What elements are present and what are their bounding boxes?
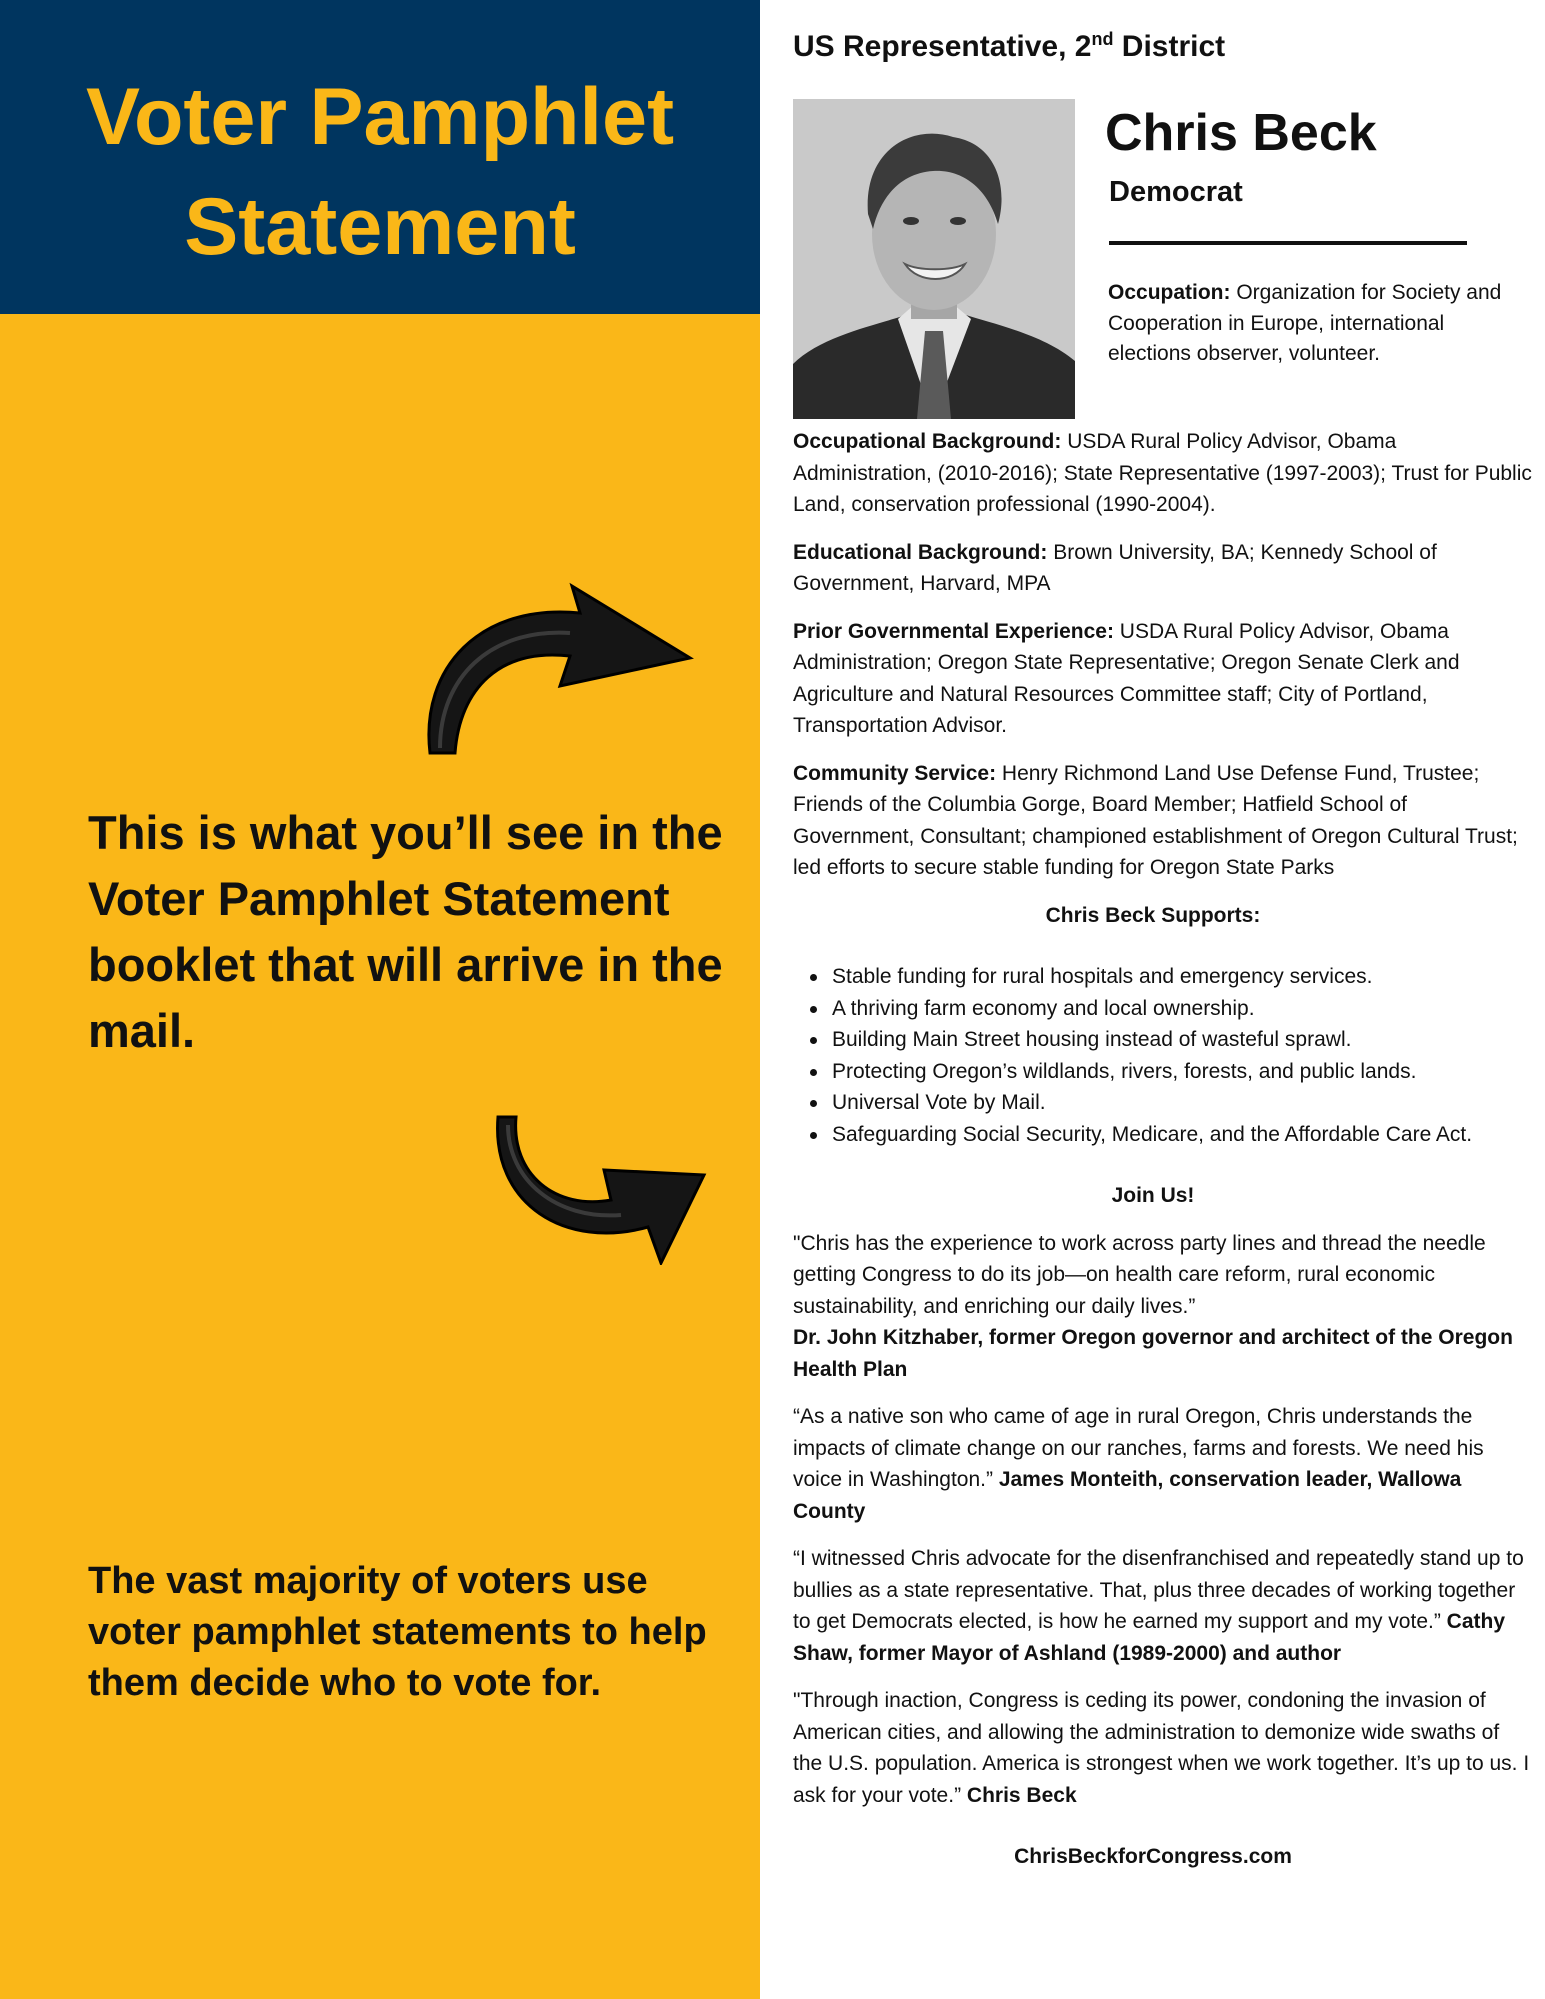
quote-text: "Through inaction, Congress is ceding its power, condoning the invasion of American cities, and allowing the administration to demonize wide swaths of the U.S. population. America is strongest when we work together. It’s up to us. I ask for your vote.” bbox=[793, 1689, 1530, 1807]
section-label: Community Service: bbox=[793, 761, 997, 785]
statement-panel bbox=[760, 0, 1545, 1999]
quote-text: “I witnessed Chris advocate for the disenfranchised and repeatedly stand up to bullies as a state representative. That, plus three decades of working together to get Democrats elected, is how he earned my support and my vote.” bbox=[793, 1547, 1524, 1633]
supports-heading: Chris Beck Supports: bbox=[1045, 903, 1261, 927]
website-link[interactable]: ChrisBeckforCongress.com bbox=[1014, 1845, 1292, 1868]
join-heading: Join Us! bbox=[1111, 1184, 1195, 1207]
section-text: USDA Rural Policy Advisor, Obama Administration, (2010-2016); State Representative (1997-2003); Trust for Public Land, conservation professional (1990-2004). bbox=[793, 430, 1532, 516]
community-service bbox=[793, 758, 1533, 884]
list-item: Building Main Street housing instead of wasteful sprawl. bbox=[793, 1024, 1533, 1056]
quote-attribution: James Monteith, conservation leader, Wallowa County bbox=[793, 1468, 1462, 1523]
educational-background bbox=[793, 537, 1533, 600]
curved-arrow-down-right-icon bbox=[486, 1115, 710, 1265]
note-text: The vast majority of voters use voter pamphlet statements to help them decide who to vote for. bbox=[88, 1560, 707, 1704]
office-superscript: nd bbox=[1091, 29, 1114, 49]
office-text: US Representative, 2 bbox=[793, 30, 1092, 63]
endorsement-quote bbox=[793, 1543, 1533, 1669]
curved-arrow-right-icon bbox=[420, 578, 710, 758]
section-label: Prior Governmental Experience: bbox=[793, 619, 1114, 643]
title-banner bbox=[0, 0, 760, 314]
section-label: Educational Background: bbox=[793, 540, 1048, 564]
section-text: USDA Rural Policy Advisor, Obama Administration; Oregon State Representative; Oregon Senate Clerk and Agriculture and Natural Resources Committee staff; City of Portland, Transportation Advisor. bbox=[793, 619, 1460, 737]
quote-attribution: Cathy Shaw, former Mayor of Ashland (1989-2000) and author bbox=[793, 1610, 1506, 1665]
endorsement-quote bbox=[793, 1228, 1533, 1386]
supports-list bbox=[793, 961, 1533, 1150]
candidate-photo bbox=[793, 99, 1075, 419]
quote-text: “As a native son who came of age in rural Oregon, Chris understands the impacts of climate change on our ranches, farms and forests. We need his voice in Washington.” bbox=[793, 1405, 1484, 1491]
list-item: A thriving farm economy and local ownership. bbox=[793, 993, 1533, 1025]
candidate-quote bbox=[793, 1685, 1533, 1811]
office-suffix: District bbox=[1113, 30, 1226, 63]
banner-title: Voter Pamphlet Statement bbox=[85, 72, 675, 272]
candidate-name: Chris Beck bbox=[1105, 104, 1377, 162]
section-text: Henry Richmond Land Use Defense Fund, Trustee; Friends of the Columbia Gorge, Board Member; Hatfield School of Government, Consultant; championed establishment of Oregon Cultural Trust; led efforts to secure stable funding for Oregon State Parks bbox=[793, 761, 1518, 879]
list-item: Protecting Oregon’s wildlands, rivers, forests, and public lands. bbox=[793, 1056, 1533, 1088]
quote-attribution: Dr. John Kitzhaber, former Oregon governor and architect of the Oregon Health Plan bbox=[793, 1326, 1513, 1381]
occupation bbox=[1108, 278, 1518, 370]
section-text: Brown University, BA; Kennedy School of Government, Harvard, MPA bbox=[793, 540, 1437, 595]
statement-body bbox=[793, 426, 1533, 1873]
quote-text: "Chris has the experience to work across party lines and thread the needle getting Congress to do its job—on health care reform, rural economic sustainability, and enriching our daily lives.” bbox=[793, 1231, 1486, 1318]
left-panel bbox=[0, 0, 760, 1999]
lead-text: This is what you’ll see in the Voter Pamphlet Statement booklet that will arrive in the mail. bbox=[88, 806, 723, 1057]
list-item: Safeguarding Social Security, Medicare, and the Affordable Care Act. bbox=[793, 1119, 1533, 1151]
occupational-background bbox=[793, 426, 1533, 521]
prior-governmental-experience bbox=[793, 616, 1533, 742]
list-item: Universal Vote by Mail. bbox=[793, 1087, 1533, 1119]
quote-attribution: Chris Beck bbox=[966, 1783, 1077, 1807]
list-item: Stable funding for rural hospitals and emergency services. bbox=[793, 961, 1533, 993]
endorsement-quote bbox=[793, 1401, 1533, 1527]
office-title bbox=[793, 27, 1225, 67]
occupation-label: Occupation: bbox=[1108, 281, 1231, 304]
section-label: Occupational Background: bbox=[793, 430, 1062, 453]
divider bbox=[1109, 241, 1467, 245]
candidate-party: Democrat bbox=[1109, 176, 1243, 208]
occupation-text: Organization for Society and Cooperation in Europe, international elections observer, volunteer. bbox=[1108, 281, 1502, 365]
